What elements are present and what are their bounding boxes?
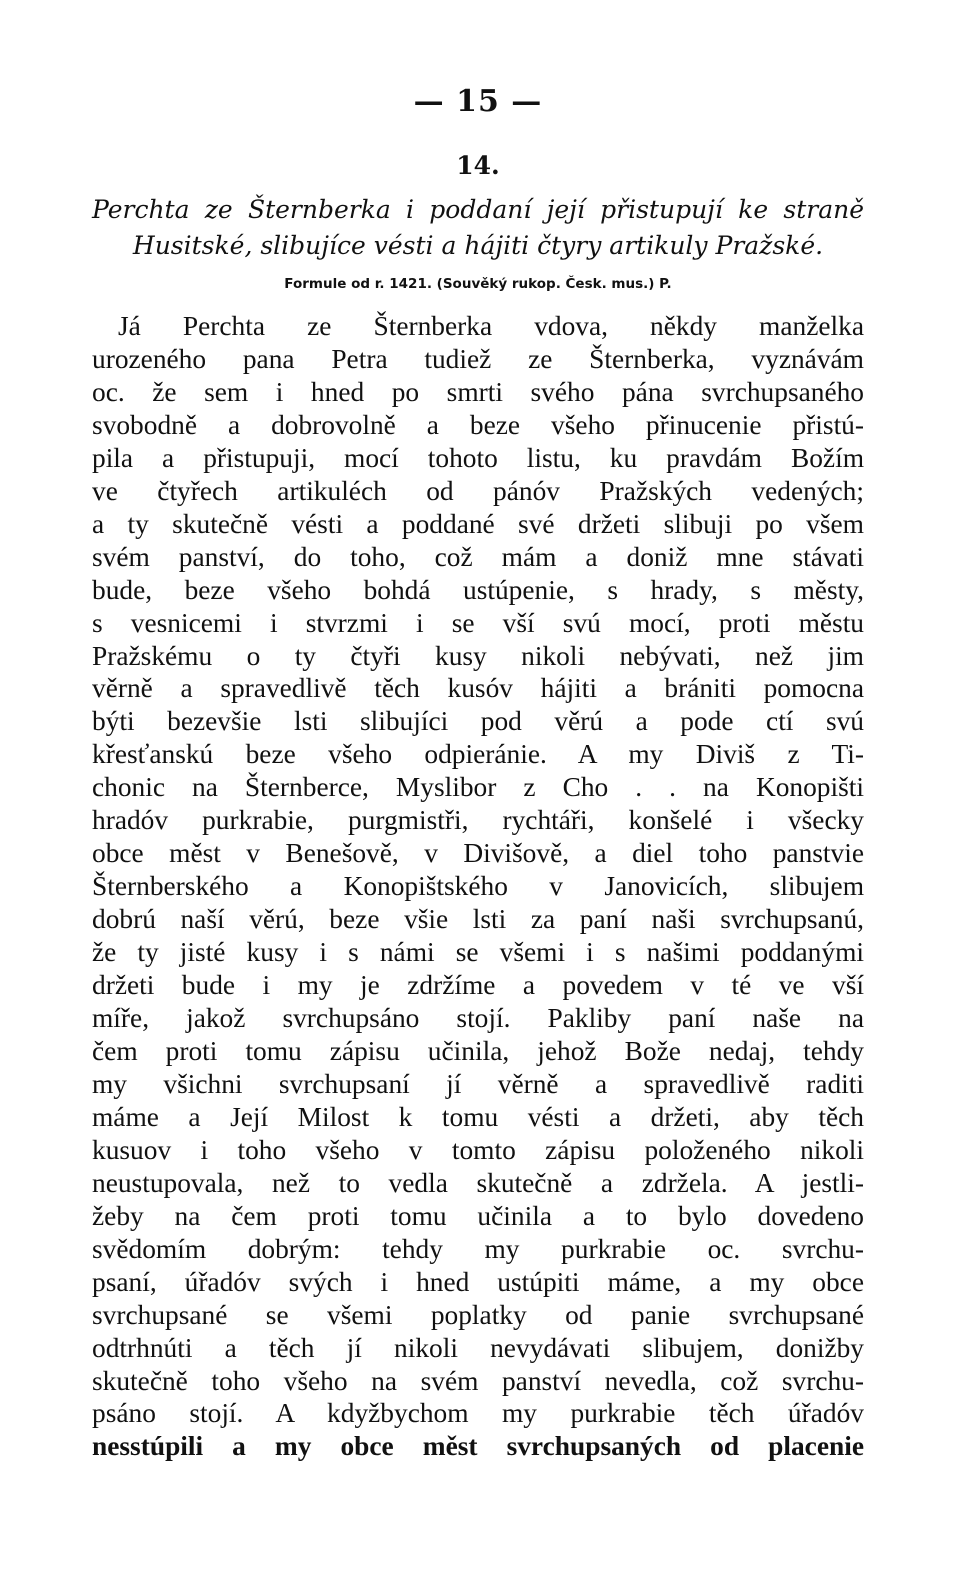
body-line: Pražskému o ty čtyři kusy nikoli nebývati, než jim (92, 640, 864, 671)
body-line: svobodně a dobrovolně a beze všeho přinucenie přistú- (92, 409, 864, 440)
body-line: psaní, úřadóv svých i hned ustúpiti máme, a my obce (92, 1266, 864, 1297)
body-line: urozeného pana Petra tudiež ze Šternberka, vyznávám (92, 343, 864, 374)
document-title (92, 192, 864, 264)
body-line: ve čtyřech artikuléch od pánóv Pražských vedených; (92, 475, 864, 506)
body-line: neustupovala, než to vedla skutečně a zdržela. A jestli- (92, 1167, 864, 1198)
body-line: kusuov i toho všeho v tomto zápisu položeného nikoli (92, 1134, 864, 1165)
body-line: nesstúpili a my obce měst svrchupsaných od placenie (92, 1431, 864, 1462)
body-line: oc. že sem i hned po smrti svého pána svrchupsaného (92, 376, 864, 407)
body-line: s vesnicemi i stvrzmi i se vší svú mocí, proti městu (92, 607, 864, 638)
body-line: chonic na Šternberce, Myslibor z Cho . . na Konopišti (92, 772, 864, 803)
body-line: Já Perchta ze Šternberka vdova, někdy manželka (118, 311, 864, 341)
body-line: dobrú naší věrú, beze všie lsti za paní naši svrchupsanú, (92, 904, 864, 935)
body-line: že ty jisté kusy i s námi se všemi i s našimi poddanými (92, 937, 864, 968)
body-line: pila a přistupuji, mocí tohoto listu, ku pravdám Božím (92, 442, 864, 473)
source-note: Formule od r. 1421. (Souvěký rukop. Česk. mus.) P. (284, 276, 672, 292)
body-line: my všichni svrchupsaní jí věrně a spravedlivě raditi (92, 1068, 864, 1099)
body-line: svém panství, do toho, což mám a doniž mne stávati (92, 541, 864, 572)
title-line: Husitské, slibujíce vésti a hájiti čtyry artikuly Pražské. (132, 231, 824, 260)
document-number: 14. (456, 151, 500, 180)
body-line: psáno stojí. A kdyžbychom my purkrabie těch úřadóv (92, 1398, 864, 1429)
document-page (92, 84, 864, 1463)
body-line: hradóv purkrabie, purgmistři, rychtáři, konšelé i všecky (92, 805, 864, 836)
body-line: svrchupsané se všemi poplatky od panie svrchupsané (92, 1299, 864, 1330)
body-line: držeti bude i my je zdržíme a povedem v té ve vší (92, 970, 864, 1001)
body-line: žeby na čem proti tomu učinila a to bylo dovedeno (92, 1200, 864, 1231)
body-line: věrně a spravedlivě těch kusóv hájiti a brániti pomocna (92, 673, 864, 704)
body-line: míře, jakož svrchupsáno stojí. Pakliby paní naše na (92, 1003, 864, 1034)
body-text (92, 310, 864, 1463)
body-line: svědomím dobrým: tehdy my purkrabie oc. svrchu- (92, 1233, 864, 1264)
body-line: býti bezevšie lsti slibujíci pod věrú a pode ctí svú (92, 706, 864, 737)
body-line: skutečně toho všeho na svém panství nevedla, což svrchu- (92, 1365, 864, 1396)
body-line: čem proti tomu zápisu učinila, jehož Bože nedaj, tehdy (92, 1035, 864, 1066)
body-line: odtrhnúti a těch jí nikoli nevydávati slibujem, donižby (92, 1332, 864, 1363)
page-number: — 15 — (413, 84, 543, 119)
body-line: obce měst v Benešově, v Divišově, a diel toho panstvie (92, 838, 864, 869)
body-line: a ty skutečně vésti a poddané své držeti slibuji po všem (92, 508, 864, 539)
body-line: Šternberského a Konopištského v Janovicích, slibujem (92, 871, 864, 902)
body-line: bude, beze všeho bohdá ustúpenie, s hrady, s městy, (92, 574, 864, 605)
body-line: máme a Její Milost k tomu vésti a držeti, aby těch (92, 1101, 864, 1132)
title-line: Perchta ze Šternberka i poddaní její přistupují ke straně (92, 195, 864, 224)
body-line: křesťanskú beze všeho odpieránie. A my Diviš z Ti- (92, 739, 864, 770)
